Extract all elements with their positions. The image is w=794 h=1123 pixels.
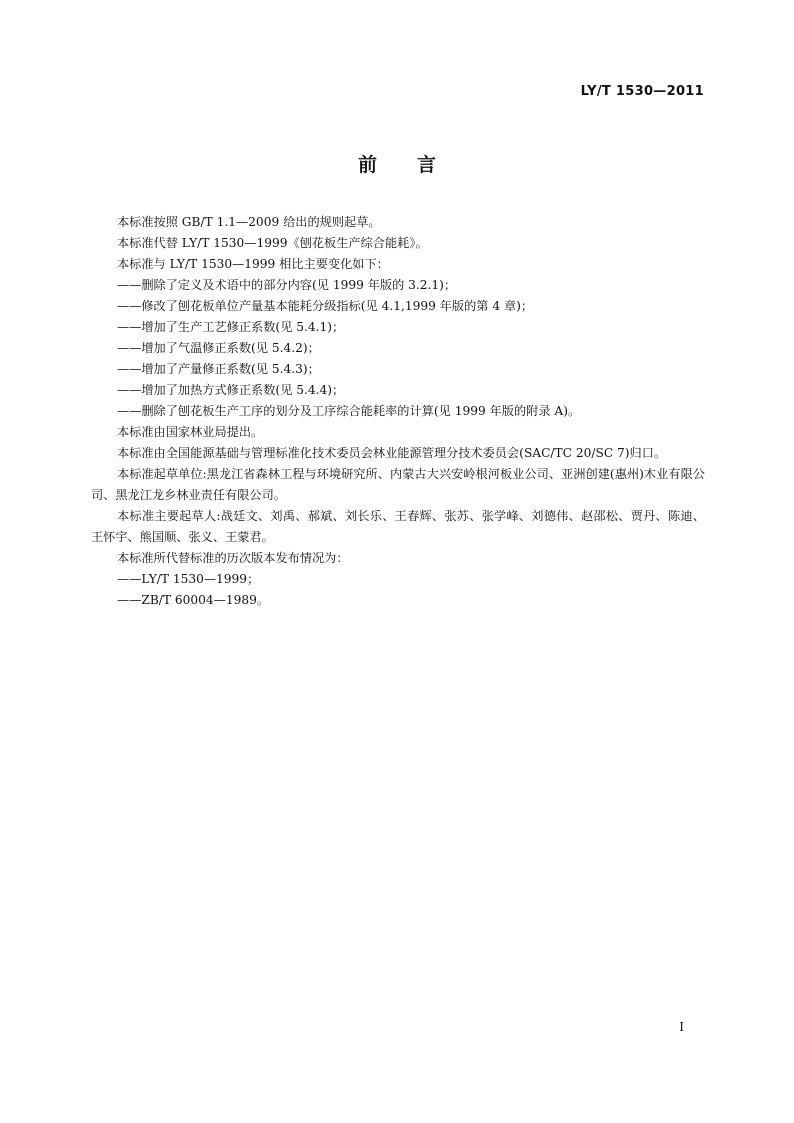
- list-item: ——删除了定义及术语中的部分内容(见 1999 年版的 3.2.1)；: [117, 278, 457, 292]
- paragraph: 本标准由国家林业局提出。: [117, 425, 264, 439]
- list-item: ——删除了刨花板生产工序的划分及工序综合能耗率的计算(见 1999 年版的附录 A)。: [117, 404, 581, 418]
- list-item: ——增加了产量修正系数(见 5.4.3)；: [117, 362, 320, 376]
- paragraph: 本标准起草单位:黑龙江省森林工程与环境研究所、内蒙古大兴安岭根河板业公司、亚洲创建(惠州)木业有限公司、黑龙江龙乡林业责任有限公司。: [91, 467, 705, 502]
- paragraph: 本标准代替 LY/T 1530—1999《刨花板生产综合能耗》。: [117, 236, 428, 250]
- paragraph: 本标准所代替标准的历次版本发布情况为：: [117, 551, 349, 565]
- page-number: I: [679, 1020, 684, 1034]
- list-item: ——LY/T 1530—1999；: [117, 572, 260, 586]
- list-item: ——修改了刨花板单位产量基本能耗分级指标(见 4.1,1999 年版的第 4 章)；: [117, 299, 534, 313]
- foreword-body: [91, 212, 705, 611]
- paragraph: 本标准主要起草人:战廷文、刘禹、郝斌、刘长乐、王春辉、张苏、张学峰、刘德伟、赵邵松、贾丹、陈迪、王怀宇、熊国顺、张义、王蒙君。: [91, 509, 705, 544]
- list-item: ——增加了加热方式修正系数(见 5.4.4)；: [117, 383, 345, 397]
- paragraph: 本标准按照 GB/T 1.1—2009 给出的规则起草。: [117, 215, 381, 229]
- list-item: ——ZB/T 60004—1989。: [117, 593, 270, 607]
- list-item: ——增加了气温修正系数(见 5.4.2)；: [117, 341, 320, 355]
- page-title: 前言: [357, 154, 476, 176]
- paragraph: 本标准与 LY/T 1530—1999 相比主要变化如下：: [117, 257, 389, 271]
- paragraph: 本标准由全国能源基础与管理标准化技术委员会林业能源管理分技术委员会(SAC/TC 20/SC 7)归口。: [117, 446, 667, 460]
- standard-code: LY/T 1530—2011: [580, 84, 704, 99]
- list-item: ——增加了生产工艺修正系数(见 5.4.1)；: [117, 320, 345, 334]
